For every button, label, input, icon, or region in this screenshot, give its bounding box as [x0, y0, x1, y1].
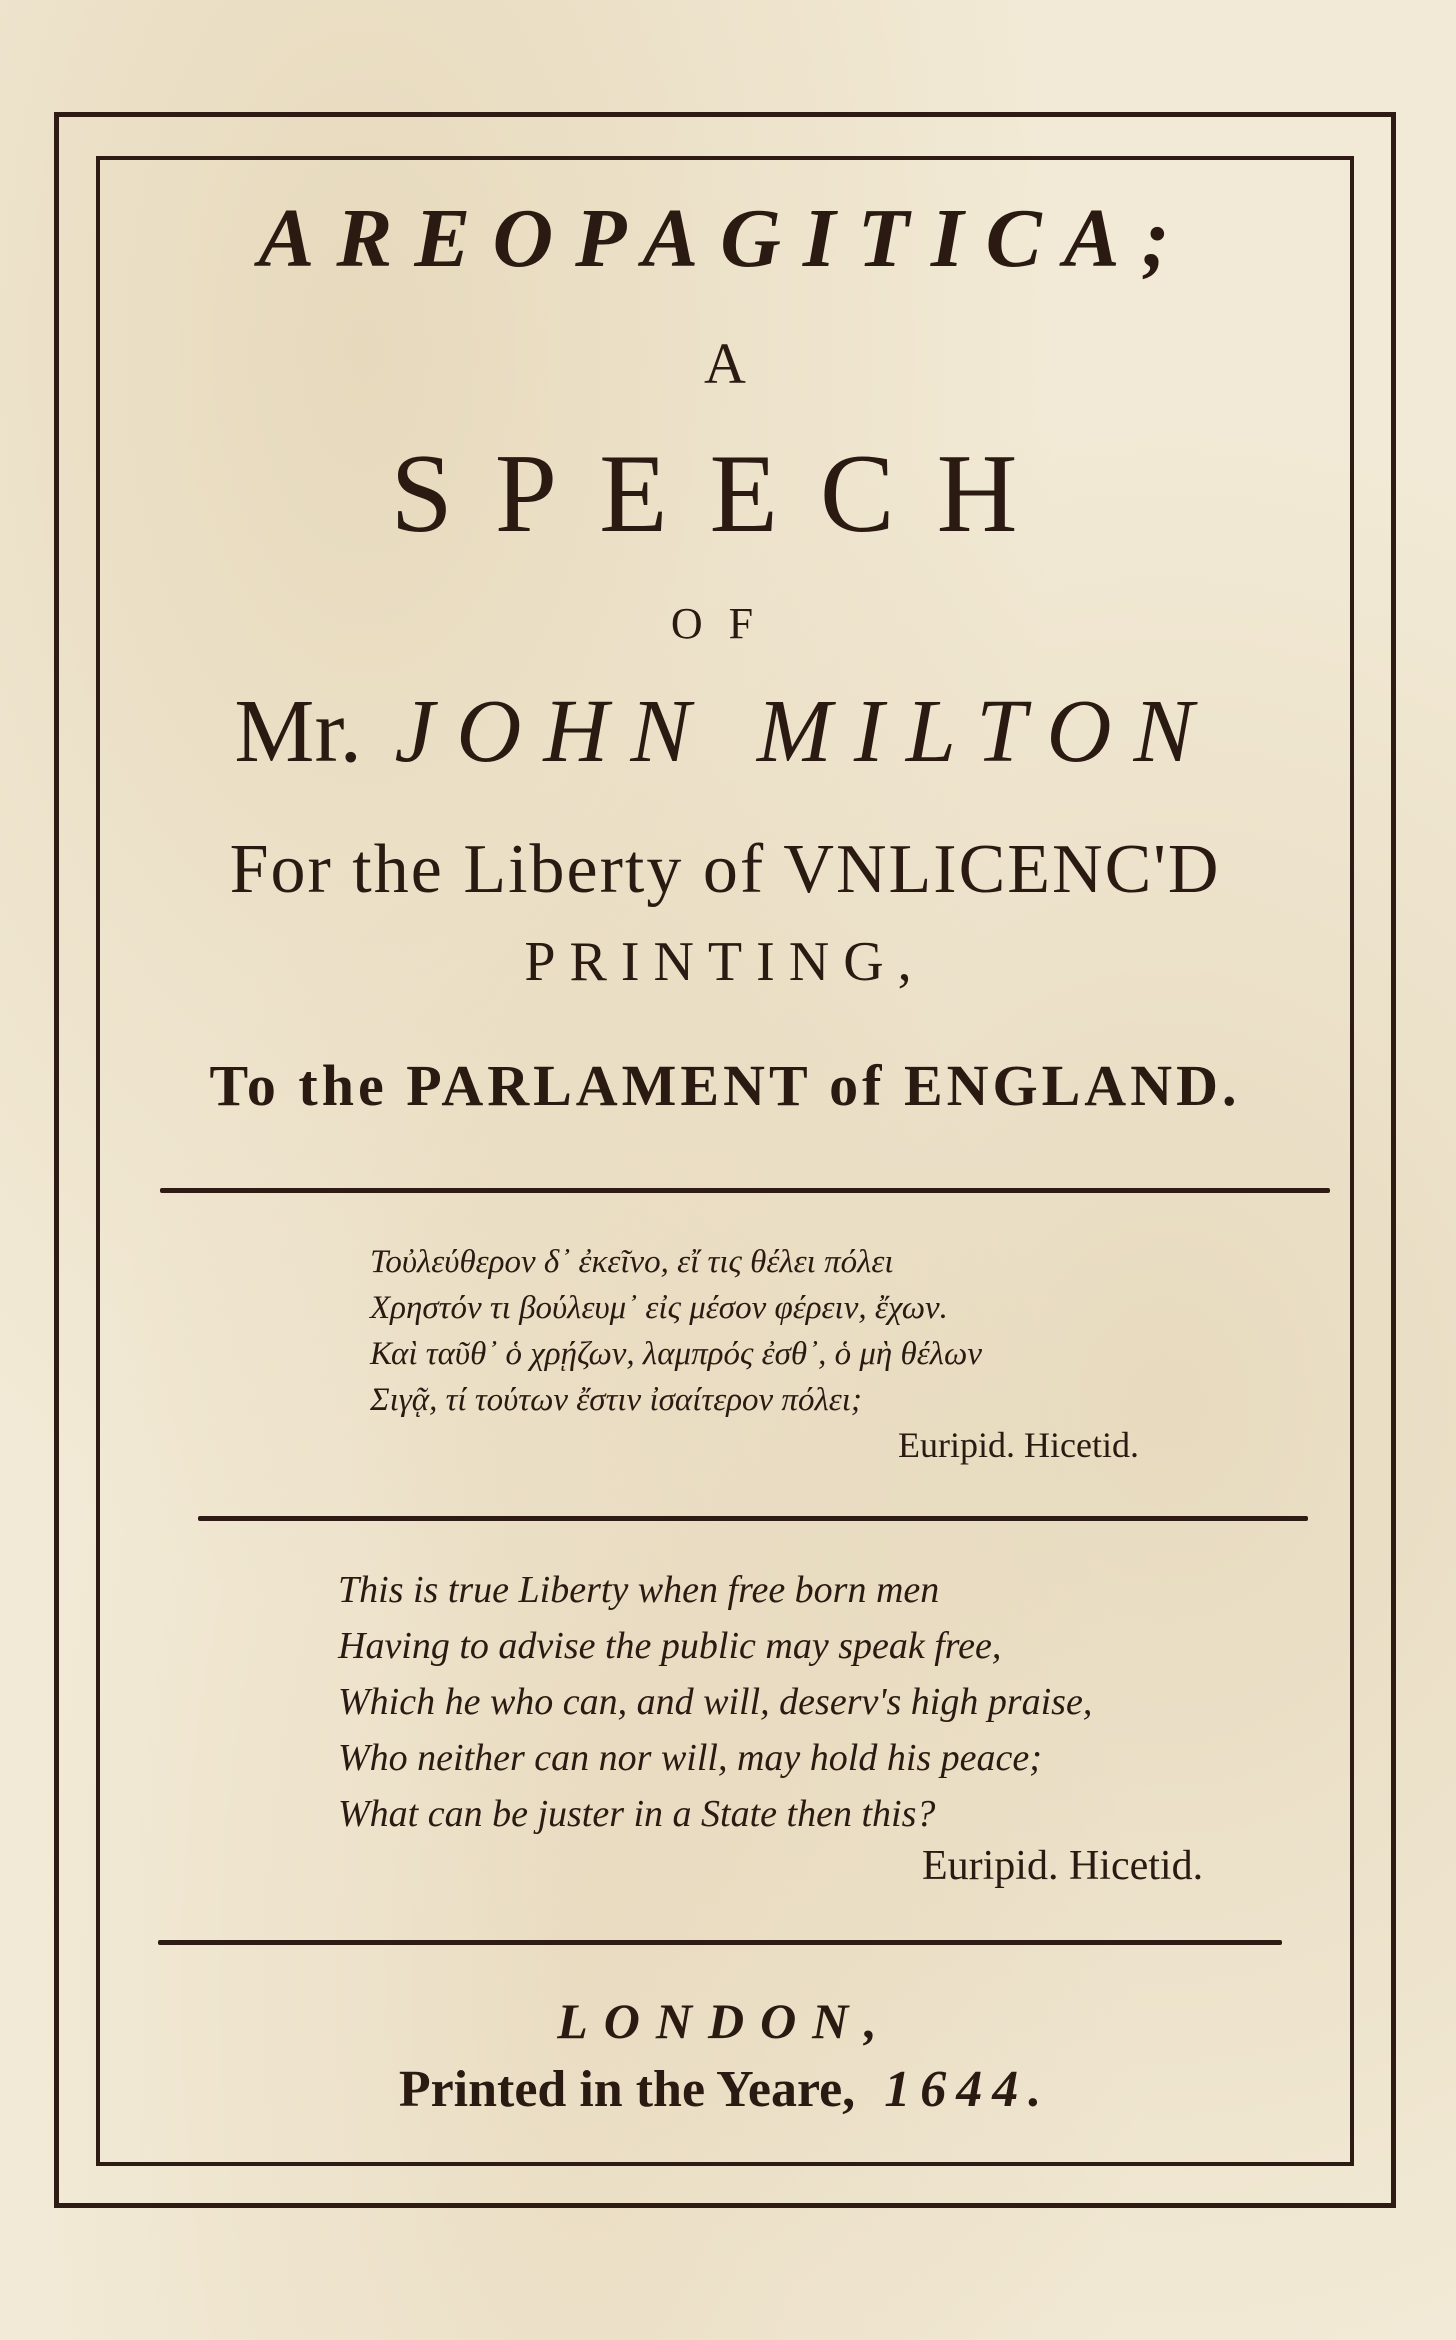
- purpose-line-2: PRINTING,: [524, 931, 926, 993]
- dedication-line: To the PARLAMENT of ENGLAND.: [209, 1053, 1241, 1118]
- author-prefix: Mr.: [234, 682, 362, 781]
- english-line-4: Who neither can nor will, may hold his peace;: [338, 1737, 1042, 1779]
- english-attribution: Euripid. Hicetid.: [922, 1843, 1204, 1889]
- greek-line-1: Τοὐλεύθερον δ᾽ ἐκεῖνο, εἴ τις θέλει πόλει: [370, 1244, 894, 1280]
- greek-line-2: Χρηστόν τι βούλευμ᾽ εἰς μέσον φέρειν, ἔχων.: [370, 1290, 948, 1326]
- imprint-year: 1644.: [884, 2061, 1052, 2118]
- greek-attribution: Euripid. Hicetid.: [898, 1425, 1139, 1465]
- english-line-3: Which he who can, and will, deserv's high praise,: [338, 1681, 1093, 1723]
- greek-line-3: Καὶ ταῦθ᾽ ὁ χρῄζων, λαμπρός ἐσθ᾽, ὁ μὴ θέλων: [370, 1336, 982, 1372]
- article-a: A: [704, 331, 746, 396]
- imprint-city: LONDON,: [557, 1993, 893, 2049]
- greek-line-4: Σιγᾷ, τί τούτων ἔστιν ἰσαίτερον πόλει;: [370, 1382, 862, 1418]
- author-name: JOHN MILTON: [394, 682, 1216, 781]
- rule-3: [158, 1940, 1282, 1945]
- imprint-text: Printed in the Yeare,: [398, 2061, 856, 2118]
- english-line-2: Having to advise the public may speak free,: [338, 1625, 1002, 1667]
- of-word: OF: [670, 599, 780, 648]
- rule-2: [198, 1516, 1308, 1521]
- rule-1: [160, 1188, 1330, 1193]
- english-line-1: This is true Liberty when free born men: [338, 1569, 940, 1611]
- speech-heading: SPEECH: [390, 432, 1060, 556]
- author-line: [96, 680, 1354, 783]
- purpose-line-1: For the Liberty of VNLICENC'D: [229, 831, 1221, 908]
- book-title: AREOPAGITICA;: [258, 192, 1192, 285]
- imprint-line: [96, 2060, 1354, 2119]
- english-line-5: What can be juster in a State then this?: [338, 1793, 936, 1835]
